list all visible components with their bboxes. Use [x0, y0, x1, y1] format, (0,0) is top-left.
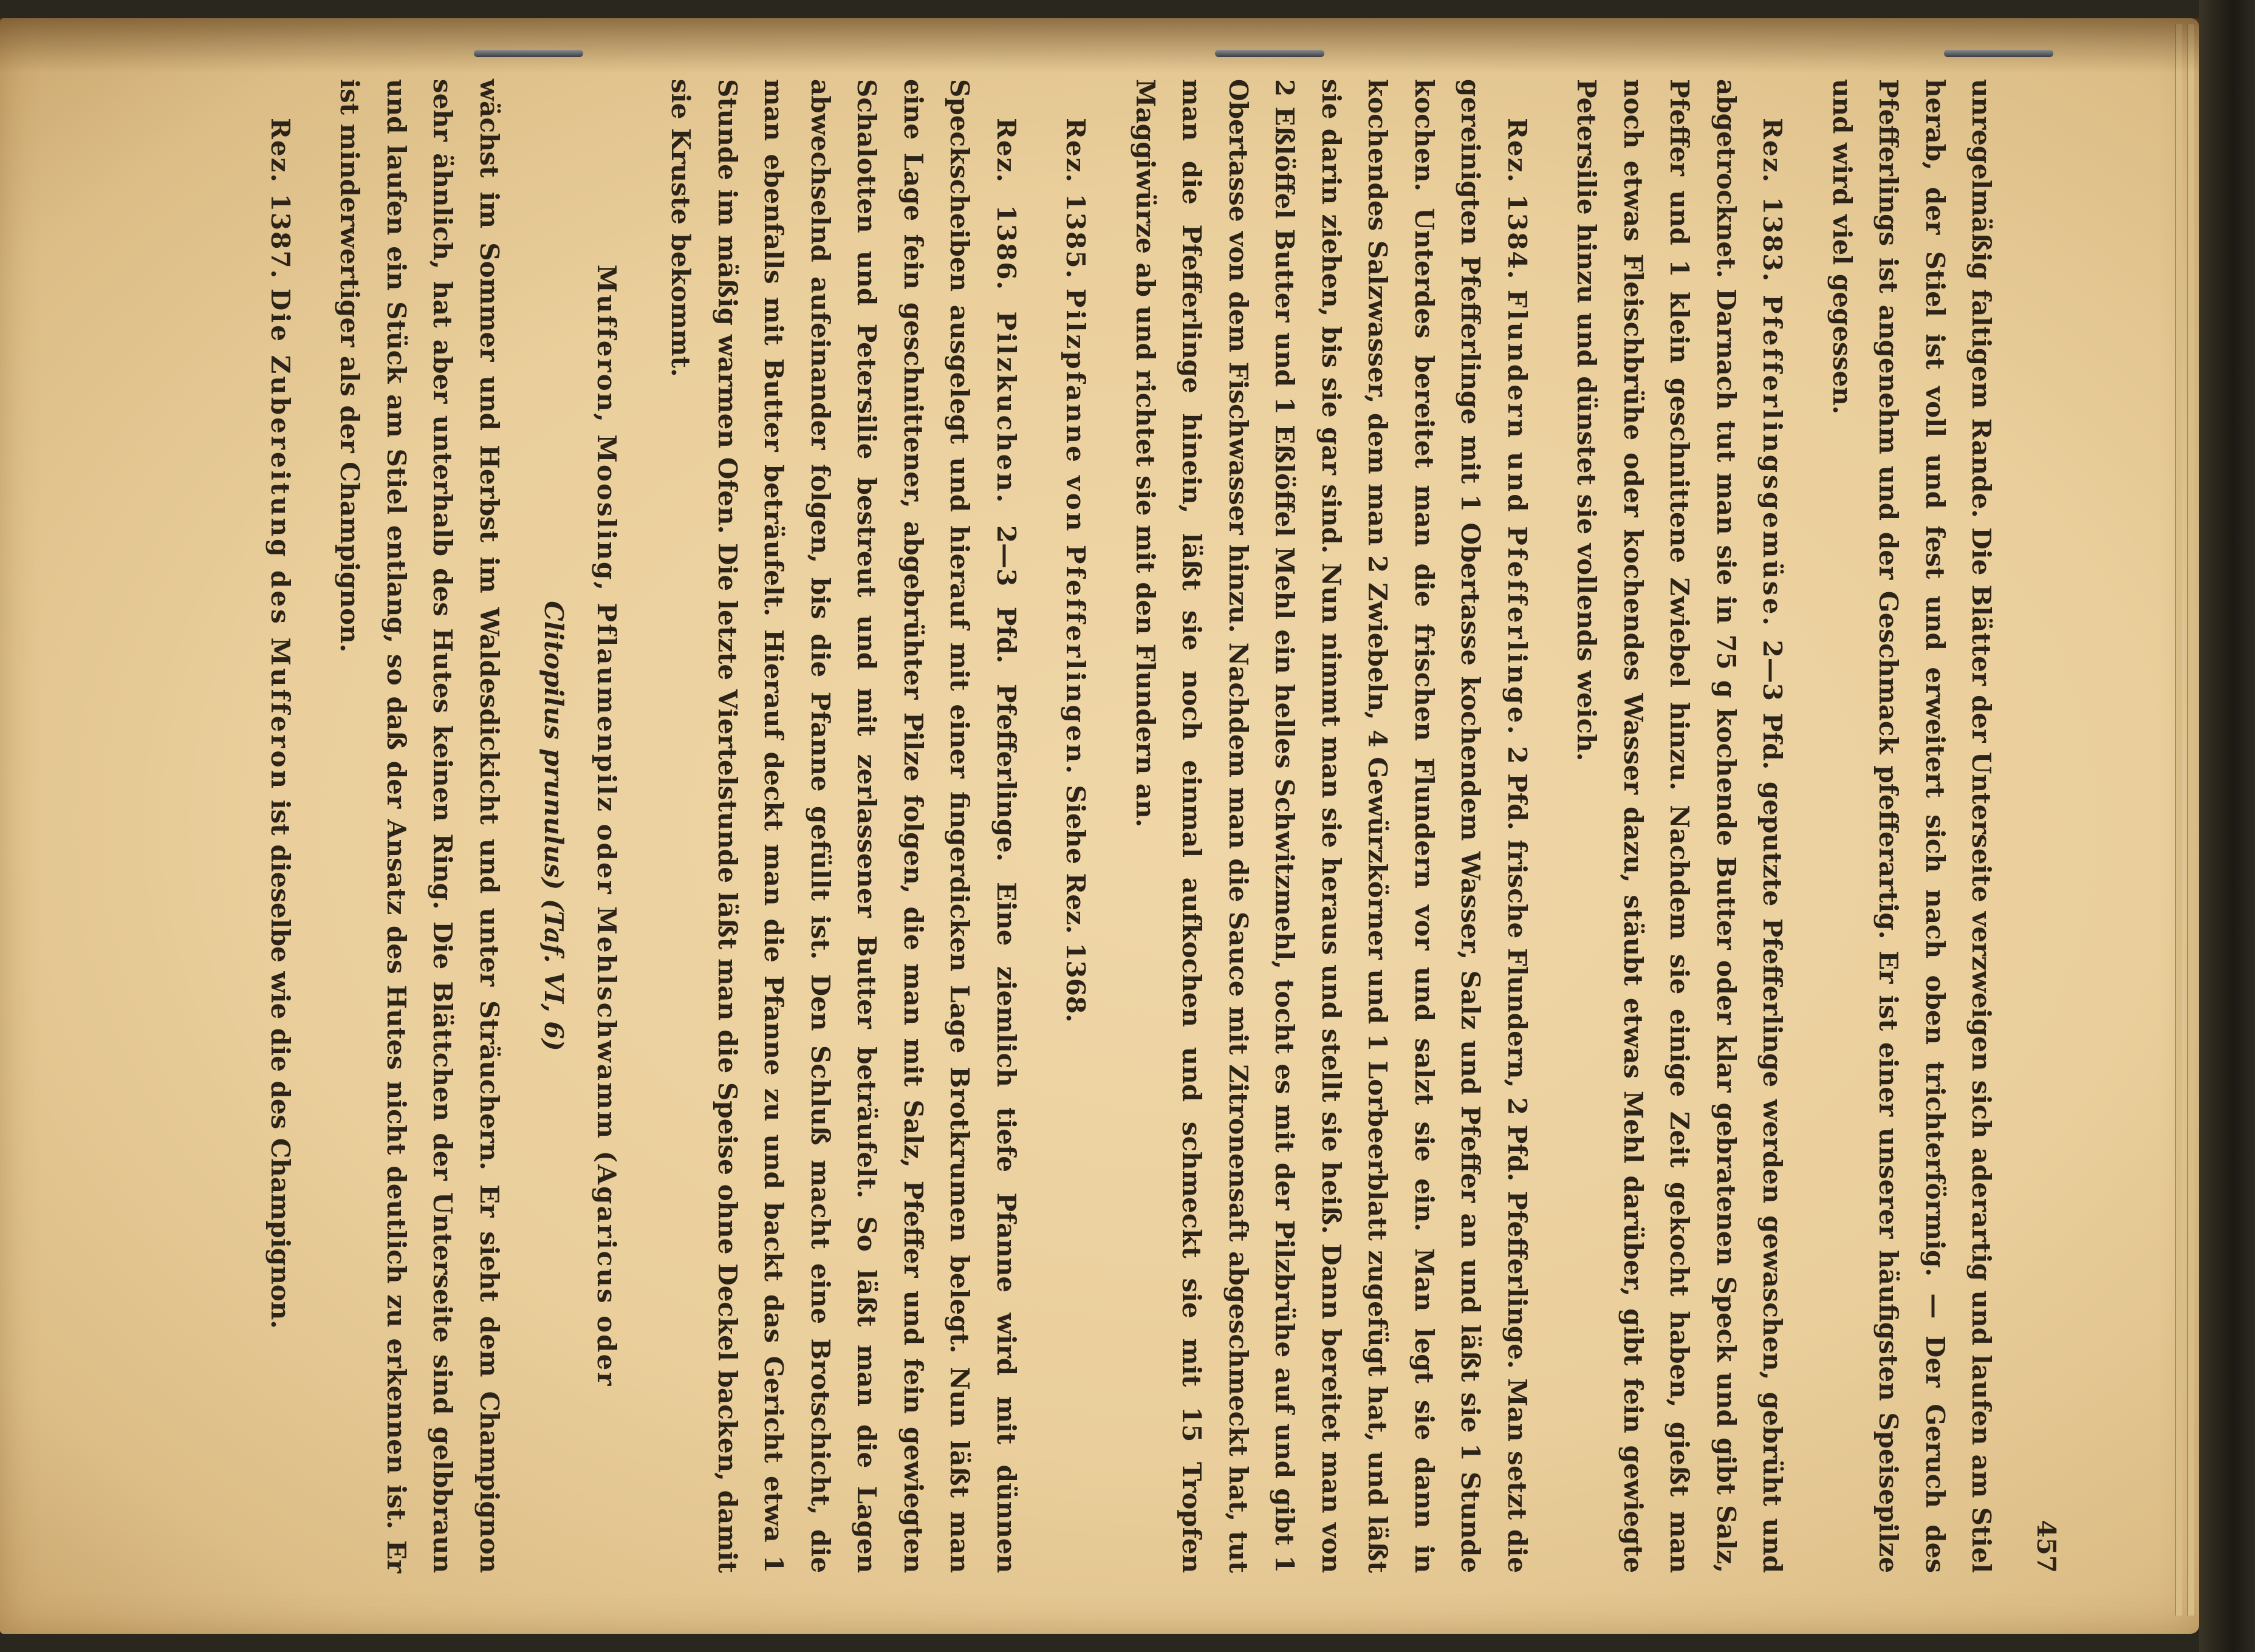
recipe-title: Pilzpfanne von Pfefferlingen. [1061, 288, 1091, 776]
recipe-text: Siehe Rez. 1368. [1061, 785, 1091, 1023]
staple [474, 50, 583, 57]
book-spine [2199, 0, 2255, 1652]
section-heading: Mufferon, Moosling, Pflaumenpilz oder Mehlschwamm (Agaricus oder [592, 264, 621, 1388]
recipe-text: 2—3 Pfd. geputzte Pfefferlinge werden gewaschen, gebrüht und abgetrocknet. Darnach tut man sie in 75 g kochende Butter oder klar gebratenen Speck und gibt Salz, Pfeffer und 1 klein geschnittene Zwiebel hinzu. Nachdem sie einige Zeit gekocht haben, gießt man noch etwas Fleischbrühe oder kochendes Wasser dazu, stäubt etwas Mehl darüber, gibt fein gewiegte Petersilie hinzu und dünstet sie vollends weich. [1572, 79, 1788, 1574]
recipe-number: Rez. 1383. [1757, 118, 1788, 283]
recipe-title: Die Zubereitung des Mufferon [265, 288, 295, 791]
page-edge [2175, 24, 2182, 1616]
section-paragraph: wächst im Sommer und Herbst im Waldesdickicht und unter Sträuchern. Er sieht dem Champignon sehr ähnlich, hat aber unterhalb des Hutes keinen Ring. Die Blättchen der Unterseite sind gelbbraun und laufen ein Stück am Stiel entlang, so daß der Ansatz des Hutes nicht deutlich zu erkennen ist. Er ist minderwertiger als der Champignon. [335, 79, 504, 1573]
recipe-number: Rez. 1385. [1061, 118, 1091, 280]
staple [1944, 50, 2053, 57]
recipe-1385 [1052, 79, 1099, 1573]
recipe-number: Rez. 1387. [265, 118, 295, 280]
binding-shadow [0, 18, 2199, 73]
staple [1215, 50, 1324, 57]
recipe-1386 [657, 79, 1029, 1573]
recipe-title: Pilzkuchen. [991, 311, 1021, 505]
recipe-text: ist dieselbe wie die des Champignon. [265, 799, 295, 1329]
recipe-1384 [1122, 79, 1541, 1573]
recipe-title: Pfefferlingsgemüse. [1757, 294, 1788, 628]
recipe-title: Flundern und Pfefferlinge. [1502, 289, 1532, 737]
recipe-text: 2 Pfd. frische Flundern, 2 Pfd. Pfefferlinge. Man setzt die gereinigten Pfefferlinge mit 1 Obertasse kochendem Wasser, Salz und Pfeffer an und läßt sie 1 Stunde kochen. Unterdes bereitet man die frischen Flundern vor und salzt sie ein. Man legt sie dann in kochendes Salzwasser, dem man 2 Zwiebeln, 4 Gewürzkörner und 1 Lorbeerblatt zugefügt hat, und läßt sie darin ziehen, bis sie gar sind. Nun nimmt man sie heraus und stellt sie heiß. Dann bereitet man von 2 Eßlöffel Butter und 1 Eßlöffel Mehl ein helles Schwitzmehl, tocht es mit der Pilzbrühe auf und gibt 1 Obertasse von dem Fischwasser hinzu. Nachdem man die Sauce mit Zitronensaft abgeschmeckt hat, tut man die Pfefferlinge hinein, läßt sie noch einmal aufkochen und schmeckt sie mit 15 Tropfen Maggiwürze ab und richtet sie mit den Flundern an. [1131, 79, 1532, 1574]
recipe-1387 [257, 79, 304, 1573]
recipe-number: Rez. 1386. [991, 118, 1021, 292]
page-edge [2187, 24, 2194, 1616]
page-text-block [186, 79, 2069, 1573]
recipe-text: 2—3 Pfd. Pfefferlinge. Eine ziemlich tiefe Pfanne wird mit dünnen Speckscheiben ausgelegt und hierauf mit einer fingerdicken Lage Brotkrumen belegt. Nun läßt man eine Lage fein geschnittener, abgebrühter Pilze folgen, die man mit Salz, Pfeffer und fein gewiegten Schalotten und Petersilie bestreut und mit zerlassener Butter beträufelt. So läßt man die Lagen abwechselnd aufeinander folgen, bis die Pfanne gefüllt ist. Den Schluß macht eine Brotschicht, die man ebenfalls mit Butter beträufelt. Hierauf deckt man die Pfanne zu und backt das Gericht etwa 1 Stunde im mäßig warmen Ofen. Die letzte Viertelstunde läßt man die Speise ohne Deckel backen, damit sie Kruste bekommt. [666, 79, 1021, 1574]
intro-paragraph: unregelmäßig faltigem Rande. Die Blätter der Unterseite verzweigen sich aderartig und laufen am Stiel herab, der Stiel ist voll und fest und erweitert sich nach oben trichterförmig. — Der Geruch des Pfefferlings ist angenehm und der Geschmack pfefferartig. Er ist einer unserer häufigsten Speisepilze und wird viel gegessen. [1827, 79, 1997, 1573]
section-latin-name: Clitopilus prunulus) (Taf. VI, 6) [539, 601, 569, 1051]
page-number: 457 [2031, 1520, 2061, 1573]
recipe-1383 [1563, 79, 1796, 1573]
recipe-number: Rez. 1384. [1502, 118, 1532, 281]
